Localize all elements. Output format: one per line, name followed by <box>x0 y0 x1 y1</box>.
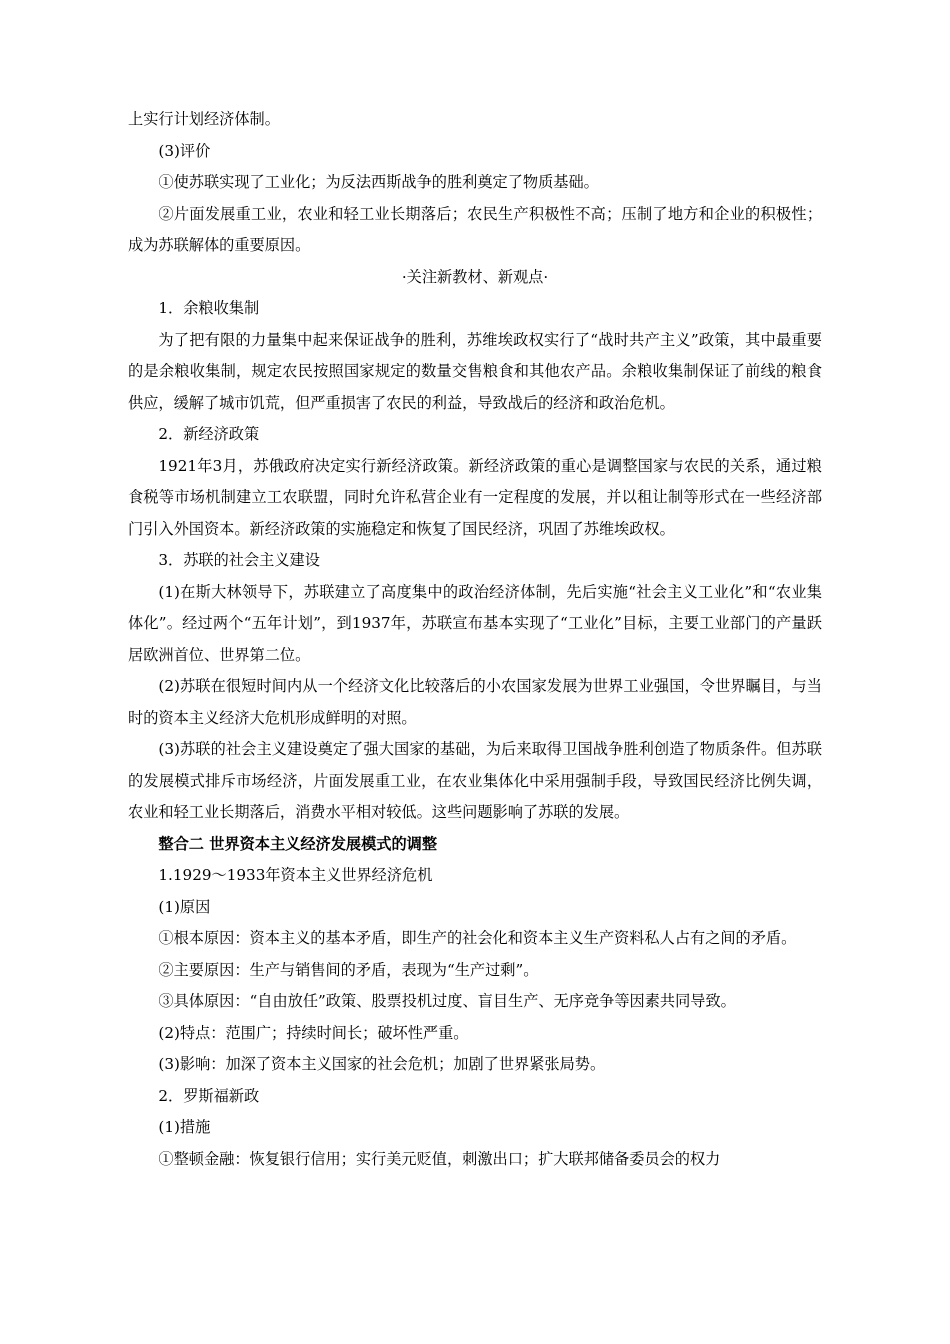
paragraph: (3)苏联的社会主义建设奠定了强大国家的基础，为后来取得卫国战争胜利创造了物质条件。但苏联的发展模式排斥市场经济，片面发展重工业，在农业集体化中采用强制手段，导致国民经济比例失调，农业和轻工业长期落后，消费水平相对较低。这些问题影响了苏联的发展。 <box>128 740 822 821</box>
paragraph: 1921年3月，苏俄政府决定实行新经济政策。新经济政策的重心是调整国家与农民的关系，通过粮食税等市场机制建立工农联盟，同时允许私营企业有一定程度的发展，并以租让制等形式在一些经济部门引入外国资本。新经济政策的实施稳定和恢复了国民经济，巩固了苏维埃政权。 <box>128 456 822 538</box>
paragraph: ①根本原因：资本主义的基本矛盾，即生产的社会化和资本主义生产资料私人占有之间的矛盾。 <box>158 929 797 947</box>
section-heading-integration-two: 整合二 世界资本主义经济发展模式的调整 <box>158 834 438 853</box>
list-heading: 1.1929～1933年资本主义世界经济危机 <box>158 866 433 884</box>
section-heading-new-textbook: ·关注新教材、新观点· <box>401 267 549 286</box>
paragraph: (2)特点：范围广；持续时间长；破坏性严重。 <box>158 1023 469 1042</box>
paragraph: ③具体原因：“自由放任”政策、股票投机过度、盲目生产、无序竞争等因素共同导致。 <box>158 992 736 1010</box>
document-body <box>128 104 822 1175</box>
paragraph: (1)在斯大林领导下，苏联建立了高度集中的政治经济体制，先后实施“社会主义工业化”和“农业集体化”。经过两个“五年计划”，到1937年，苏联宣布基本实现了“工业化”目标，主要工业部门的产量跃居欧洲首位、世界第二位。 <box>128 582 822 664</box>
paragraph: (1)措施 <box>158 1118 211 1136</box>
paragraph: ②片面发展重工业，农业和轻工业长期落后；农民生产积极性不高；压制了地方和企业的积极性；成为苏联解体的重要原因。 <box>128 204 822 254</box>
paragraph: ①整顿金融：恢复银行信用；实行美元贬值，刺激出口；扩大联邦储备委员会的权力 <box>158 1149 721 1168</box>
paragraph: 为了把有限的力量集中起来保证战争的胜利，苏维埃政权实行了“战时共产主义”政策，其中最重要的是余粮收集制，规定农民按照国家规定的数量交售粮食和其他农产品。余粮收集制保证了前线的粮食供应，缓解了城市饥荒，但严重损害了农民的利益，导致战后的经济和政治危机。 <box>128 330 822 412</box>
paragraph: (3)影响：加深了资本主义国家的社会危机；加剧了世界紧张局势。 <box>158 1055 606 1073</box>
paragraph: ②主要原因：生产与销售间的矛盾，表现为“生产过剩”。 <box>158 960 539 979</box>
list-heading: 2．罗斯福新政 <box>158 1086 260 1105</box>
paragraph: (3)评价 <box>158 141 211 160</box>
paragraph: (2)苏联在很短时间内从一个经济文化比较落后的小农国家发展为世界工业强国，令世界瞩目，与当时的资本主义经济大危机形成鲜明的对照。 <box>128 677 822 727</box>
list-heading: 1．余粮收集制 <box>158 299 260 317</box>
list-heading: 3．苏联的社会主义建设 <box>158 551 320 569</box>
paragraph: (1)原因 <box>158 897 211 916</box>
list-heading: 2．新经济政策 <box>158 425 260 443</box>
paragraph: ①使苏联实现了工业化；为反法西斯战争的胜利奠定了物质基础。 <box>158 173 599 191</box>
paragraph: 上实行计划经济体制。 <box>128 110 280 128</box>
